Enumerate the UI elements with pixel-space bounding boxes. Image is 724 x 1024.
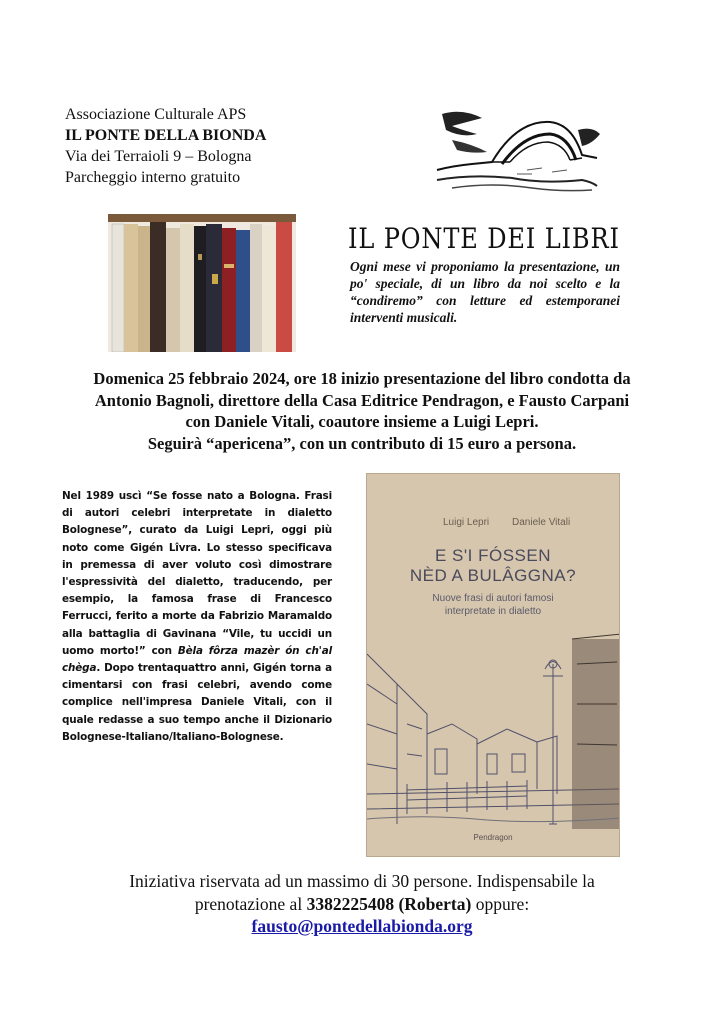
dialect-quote: Bèla fôrza mazèr ón ch'al chèga (62, 644, 332, 675)
cover-author-1: Luigi Lepri (443, 517, 490, 528)
book-cover (366, 473, 620, 857)
reservation-suffix: oppure: (471, 893, 530, 914)
series-description: Ogni mese vi proponiamo la presentazione, un po' speciale, di un libro da noi scelto e la “condiremo” con letture ed estemporanei interventi musicali. (350, 259, 620, 325)
cover-title-line-1: E S'I FÓSSEN (435, 546, 551, 565)
book-description (62, 488, 332, 746)
announcement-line-4: Seguirà “apericena”, con un contributo di 15 euro a persona. (147, 433, 577, 453)
announcement-line-1: Domenica 25 febbraio 2024, ore 18 inizio presentazione del libro condotta da (93, 369, 631, 388)
association-address: Via dei Terraioli 9 – Bologna (65, 148, 252, 165)
event-announcement (40, 368, 684, 454)
cover-subtitle-line-2: interpretate in dialetto (444, 606, 542, 617)
reservation-line-2 (40, 893, 684, 916)
reservation-phone: 3382225408 (Roberta) (306, 893, 472, 914)
series-title: IL PONTE DEI LIBRI (348, 222, 620, 255)
cover-author-2: Daniele Vitali (512, 517, 571, 528)
cover-subtitle (367, 592, 619, 618)
announcement-line-3: con Daniele Vitali, coautore insieme a Luigi Lepri. (185, 412, 539, 431)
reservation-prefix: prenotazione al (194, 893, 307, 914)
association-header (65, 104, 365, 188)
cover-title-line-2: NÈD A BULÂGGNA? (409, 566, 577, 585)
cover-title (367, 546, 619, 586)
story-part-1: Nel 1989 uscì “Se fosse nato a Bologna. Frasi di autori celebri interpretate in dialetto Bolognese”, curato da Luigi Lepri, oggi più noto come Gigén Lîvra. Lo stesso specificava in premessa di aver voluto così dimostrare l'espressività del dialetto, traducendo, per esempio, la famosa frase di Francesco Ferrucci, ferito a morte da Fabrizio Maramaldo alla battaglia di Gavinana “Vile, tu uccidi un uomo morto!” con (62, 490, 332, 657)
cover-street-sketch (367, 624, 620, 829)
announcement-line-2: Antonio Bagnoli, direttore della Casa Editrice Pendragon, e Fausto Carpani (94, 390, 630, 410)
association-parking: Parcheggio interno gratuito (65, 169, 241, 186)
reservation-line-1: Iniziativa riservata ad un massimo di 30 persone. Indispensabile la (129, 871, 595, 891)
story-part-2: . Dopo trentaquattro anni, Gigén torna a cimentarsi con frasi celebri, avendo come complice nell'impresa Daniele Vitali, con il quale redasse a suo tempo anche il Dizionario Bolognese-Italiano/Italiano-Bolognese. (62, 662, 332, 743)
association-name: IL PONTE DELLA BIONDA (65, 127, 267, 144)
books-photo (108, 214, 296, 352)
cover-subtitle-line-1: Nuove frasi di autori famosi (432, 593, 554, 604)
cover-publisher: Pendragon (473, 833, 513, 842)
reservation-info (40, 870, 684, 938)
association-type: Associazione Culturale APS (65, 106, 247, 123)
bridge-illustration (432, 100, 602, 200)
contact-email-link[interactable]: fausto@pontedellabionda.org (251, 916, 473, 936)
